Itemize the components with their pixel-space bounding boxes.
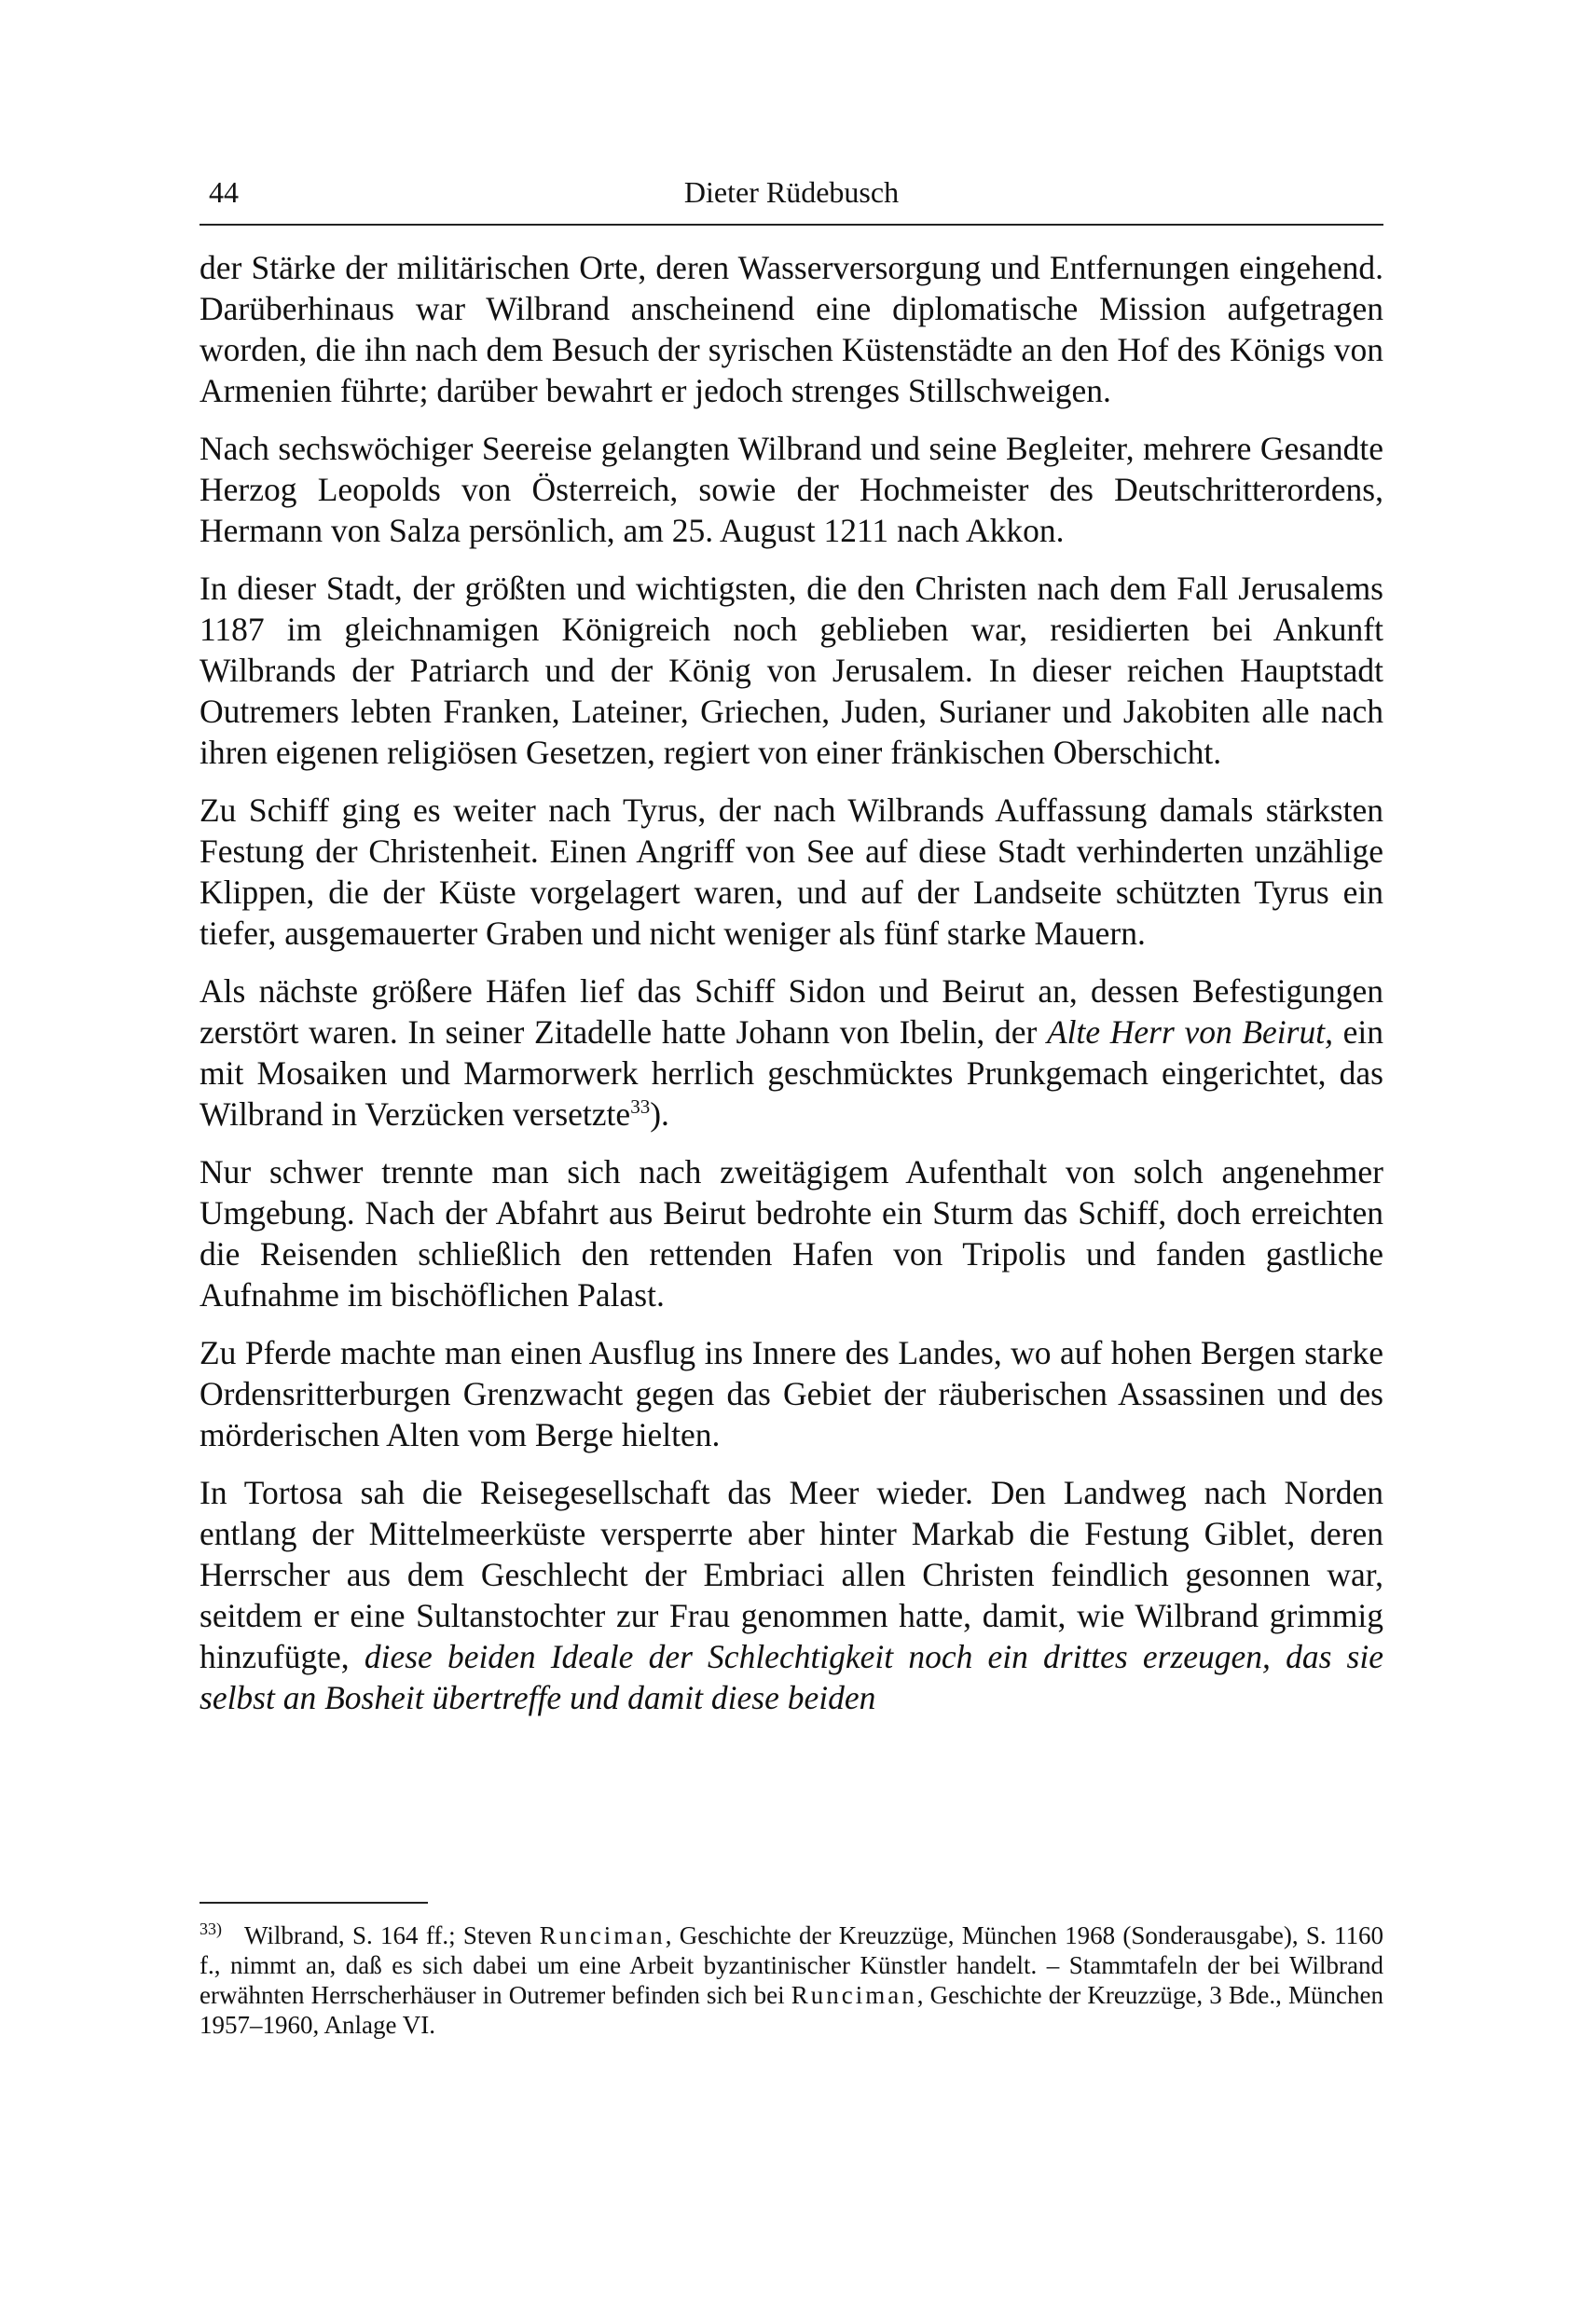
paragraph-3: In dieser Stadt, der größten und wichtigsten, die den Christen nach dem Fall Jerusalems 1187 im gleichnamigen Königreich noch geblieben war, residierten bei Ankunft Wilbrands der Patriarch und der König von Jerusalem. In dieser reichen Hauptstadt Outremers lebten Franken, Lateiner, Griechen, Juden, Surianer und Jakobiten alle nach ihren eigenen religiösen Gesetzen, regiert von einer fränkischen Oberschicht. (200, 570, 1383, 771)
body-text (200, 247, 1383, 1718)
paragraph-8 (200, 1472, 1383, 1718)
paragraph-5-text-c: ). (650, 1095, 669, 1133)
footnote: 33) Wilbrand, S. 164 ff.; Steven Runciman, Geschichte der Kreuzzüge, München 1968 (Sonderausgabe), S. 1160 f., nimmt an, daß es sich dabei um eine Arbeit byzantinischer Künstler handelt. – Stammtafeln der bei Wilbrand erwähnten Herrscherhäuser in Outremer befinden sich bei Runciman, Geschichte der Kreuzzüge, 3 Bde., München 1957–1960, Anlage VI. (200, 1920, 1384, 2039)
page-number: 44 (209, 175, 239, 209)
footnote-text-a: Wilbrand, S. 164 ff.; Steven (244, 1921, 540, 1949)
footnote-author-2: Runciman (791, 1981, 917, 2009)
footnote-text-b: , Geschichte der Kreuzzüge, München 1968 (Sonderausgabe), S. 1160 f., nimmt an, daß es sich dabei um eine Arbeit byzantinischer Künstler handelt. – Stammtafeln der bei Wilbrand erwähnten Herrscherhäuser in Outremer befinden sich bei (200, 1921, 1383, 2009)
paragraph-8-italic: diese beiden Ideale der Schlechtigkeit noch ein drittes erzeugen, das sie selbst an Bosheit übertreffe und damit diese beiden (200, 1638, 1383, 1716)
paragraph-5-text-b: ein mit Mosaiken und Marmorwerk herrlich geschmücktes Prunkgemach eingerichtet, das Wilbrand in Verzücken versetzte (200, 1013, 1383, 1133)
paragraph-5 (200, 970, 1383, 1135)
footnote-body (200, 1921, 1383, 2039)
footnote-divider (200, 1902, 428, 1904)
paragraph-5-italic: Alte Herr von Beirut, (1046, 1013, 1333, 1051)
footnote-text-c: , Geschichte der Kreuzzüge, 3 Bde., München 1957–1960, Anlage VI. (200, 1981, 1384, 2039)
page-header (200, 168, 1383, 226)
paragraph-6: Nur schwer trennte man sich nach zweitägigem Aufenthalt von solch angenehmer Umgebung. Nach der Abfahrt aus Beirut bedrohte ein Sturm das Schiff, doch erreichten die Reisenden schließlich den rettenden Hafen von Tripolis und fanden gastliche Aufnahme im bischöflichen Palast. (200, 1153, 1383, 1314)
footnote-author-1: Runciman (539, 1921, 666, 1949)
paragraph-1: der Stärke der militärischen Orte, deren Wasserversorgung und Entfernungen eingehend. Darüberhinaus war Wilbrand anscheinend eine diplomatische Mission aufgetragen worden, die ihn nach dem Besuch der syrischen Küstenstädte an den Hof des Königs von Armenien führte; darüber bewahrt er jedoch strenges Stillschweigen. (200, 249, 1383, 409)
paragraph-7: Zu Pferde machte man einen Ausflug ins Innere des Landes, wo auf hohen Bergen starke Ordensritterburgen Grenzwacht gegen das Gebiet der räuberischen Assassinen und des mörderischen Alten vom Berge hielten. (200, 1334, 1383, 1453)
paragraph-5-text-a: Als nächste größere Häfen lief das Schiff Sidon und Beirut an, dessen Befestigungen zerstört waren. In seiner Zitadelle hatte Johann von Ibelin, der (200, 972, 1383, 1051)
paragraph-2: Nach sechswöchiger Seereise gelangten Wilbrand und seine Begleiter, mehrere Gesandte Herzog Leopolds von Österreich, sowie der Hochmeister des Deutschritterordens, Hermann von Salza persönlich, am 25. August 1211 nach Akkon. (200, 430, 1383, 549)
footnote-reference[interactable]: 33 (630, 1095, 651, 1119)
paragraph-8-text-a: In Tortosa sah die Reisegesellschaft das Meer wieder. Den Landweg nach Norden entlang der Mittelmeerküste versperrte aber hinter Markab die Festung Giblet, deren Herrscher aus dem Geschlecht der Embriaci allen Christen feindlich gesonnen war, seitdem er eine Sultanstochter zur Frau genommen hatte, damit, wie Wilbrand grimmig hinzufügte, (200, 1474, 1383, 1675)
running-head: Dieter Rüdebusch (683, 175, 900, 209)
paragraph-4: Zu Schiff ging es weiter nach Tyrus, der nach Wilbrands Auffassung damals stärksten Festung der Christenheit. Einen Angriff von See auf diese Stadt verhinderten unzählige Klippen, die der Küste vorgelagert waren, und auf der Landseite schützten Tyrus ein tiefer, ausgemauerter Graben und nicht weniger als fünf starke Mauern. (200, 791, 1383, 952)
